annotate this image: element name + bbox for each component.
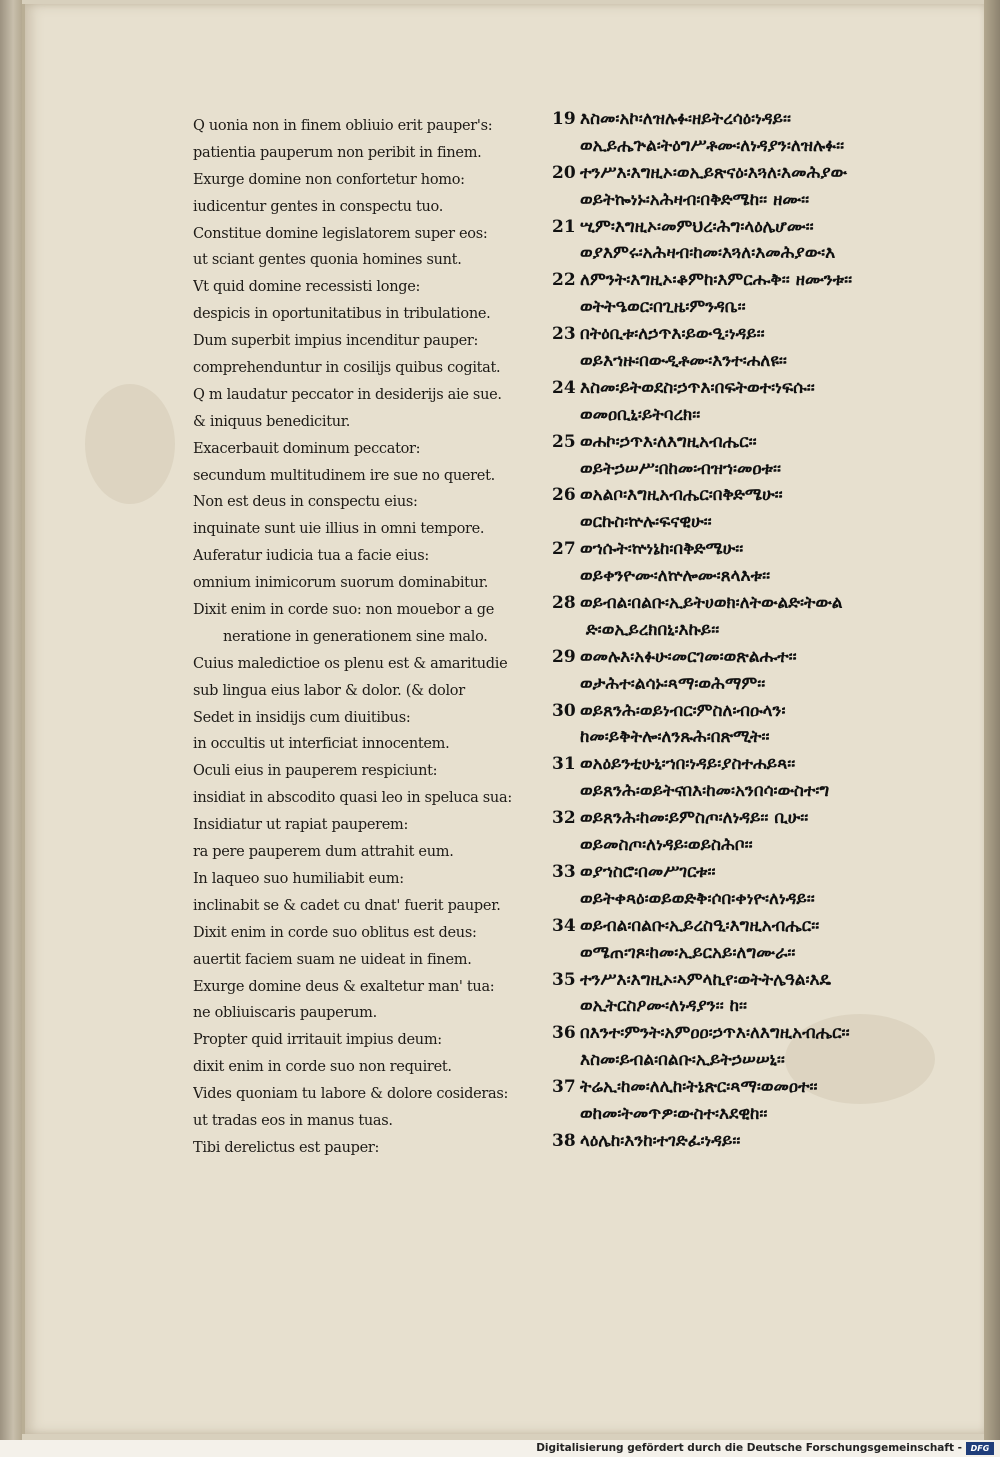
latin-line: insidiat in abscodito quasi leo in speluca sua: bbox=[193, 790, 512, 807]
footer-bar bbox=[0, 1440, 1000, 1457]
book-spine bbox=[0, 0, 22, 1440]
ethiopic-line bbox=[552, 321, 972, 348]
ethiopic-verse-text: እስመ፡ይትወደስ፡ኃጥእ፡በፍትወተ፡ነፍሱ፡፡ bbox=[580, 377, 815, 398]
latin-line: Dixit enim in corde suo oblitus est deus: bbox=[193, 924, 477, 941]
ethiopic-verse-text: ወይትቀጻዕ፡ወይወድቅ፡ሶበ፡ቀነዮ፡ለነዳይ፡፡ bbox=[580, 888, 815, 909]
verse-number: 34 bbox=[552, 915, 576, 936]
ethiopic-verse-text: በእንተ፡ምንት፡አምዐዐ፡ኃጥእ፡ለእግዚአብሔር፡፡ bbox=[580, 1023, 850, 1044]
ethiopic-line bbox=[552, 106, 972, 133]
latin-line: Q uonia non in finem obliuio erit pauper's: bbox=[193, 118, 493, 134]
ethiopic-verse-text: ወይብል፡በልቡ፡ኢይረስዒ፡እግዚአብሔር፡፡ bbox=[580, 915, 820, 936]
latin-line: ut tradas eos in manus tuas. bbox=[193, 1112, 393, 1129]
verse-number: 38 bbox=[552, 1130, 576, 1151]
ethiopic-verse-text: ለምንት፡እግዚኦ፡ቆምከ፡እምርሑቅ፡፡ ዘሙንቱ፡፡ bbox=[580, 270, 853, 291]
funding-credit: Digitalisierung gefördert durch die Deutsche Forschungsgemeinschaft - bbox=[536, 1442, 962, 1454]
dfg-logo: DFG bbox=[966, 1442, 994, 1455]
ethiopic-verse-text: ወትትዔወር፡በጊዜ፡ምንዳቤ፡፡ bbox=[580, 297, 746, 318]
page-stain bbox=[85, 384, 175, 504]
ethiopic-line bbox=[552, 563, 972, 590]
ethiopic-verse-text: ወያኀስሮ፡በመሥገርቱ፡፡ bbox=[580, 861, 716, 882]
ethiopic-line bbox=[552, 778, 972, 805]
latin-line: Dixit enim in corde suo: non mouebor a ge bbox=[193, 602, 495, 619]
latin-line: ne obliuiscaris pauperum. bbox=[193, 1005, 377, 1022]
page-edge bbox=[984, 0, 1000, 1440]
ethiopic-verse-text: ትሬኢ፡ከመ፡ለሊከ፡ትኔጽር፡ጻማ፡ወመዐተ፡፡ bbox=[580, 1077, 818, 1098]
latin-line: Exurge domine deus & exaltetur man' tua: bbox=[193, 978, 495, 995]
ethiopic-verse-text: ወከመ፡ትመጥዎ፡ውስተ፡እደዊከ፡፡ bbox=[580, 1103, 768, 1124]
ethiopic-line bbox=[552, 671, 972, 698]
latin-line: Propter quid irritauit impius deum: bbox=[193, 1032, 442, 1049]
ethiopic-line bbox=[552, 859, 972, 886]
latin-line: patientia pauperum non peribit in finem. bbox=[193, 144, 482, 161]
latin-line: despicis in oportunitatibus in tribulatione. bbox=[193, 306, 491, 323]
ethiopic-line bbox=[552, 509, 972, 536]
ethiopic-line bbox=[552, 913, 972, 940]
latin-line: Exurge domine non confortetur homo: bbox=[193, 171, 465, 188]
verse-number: 33 bbox=[552, 861, 576, 882]
ethiopic-line bbox=[552, 1047, 972, 1074]
ethiopic-verse-text: ወይመስጦ፡ለነዳይ፡ወይስሕቦ፡፡ bbox=[580, 835, 753, 856]
verse-number: 23 bbox=[552, 324, 576, 345]
latin-line: neratione in generationem sine malo. bbox=[223, 628, 488, 645]
ethiopic-line bbox=[552, 724, 972, 751]
latin-line: Constitue domine legislatorem super eos: bbox=[193, 225, 488, 242]
ethiopic-line bbox=[552, 133, 972, 160]
ethiopic-line bbox=[552, 1128, 972, 1155]
latin-line: Insidiatur ut rapiat pauperem: bbox=[193, 817, 409, 834]
latin-line: Q m laudatur peccator in desiderijs aie sue. bbox=[193, 386, 502, 403]
verse-number: 19 bbox=[552, 109, 576, 129]
verse-number: 27 bbox=[552, 539, 576, 560]
ethiopic-verse-text: ወይጸንሕ፡ወይትናበእ፡ከመ፡አንበሳ፡ውስተ፡ግ bbox=[580, 781, 830, 802]
ethiopic-line bbox=[552, 617, 972, 644]
ethiopic-verse-text: ወኢይሔጕል፡ትዕግሥቶሙ፡ለነዳያን፡ለዝሉፉ፡፡ bbox=[580, 135, 845, 156]
latin-line: Tibi derelictus est pauper: bbox=[193, 1139, 380, 1156]
latin-line: Vt quid domine recessisti longe: bbox=[193, 279, 421, 296]
ethiopic-verse-text: ወታሕተ፡ልሳኑ፡ጻማ፡ወሕማም፡፡ bbox=[580, 673, 766, 694]
ethiopic-verse-text: ወይትኃሠሥ፡በከመ፡ብዝኀ፡መዐቱ፡፡ bbox=[580, 458, 781, 479]
latin-text-column bbox=[193, 113, 523, 1162]
ethiopic-line bbox=[552, 832, 972, 859]
verse-number: 28 bbox=[552, 593, 576, 614]
latin-line: Cuius maledictioe os plenu est & amaritudie bbox=[193, 655, 508, 672]
ethiopic-verse-text: ወይእኀዙ፡በውዲቶሙ፡እንተ፡ሐለዩ፡፡ bbox=[580, 351, 787, 372]
ethiopic-verse-text: ወአልቦ፡እግዚአብሔር፡በቅድሜሁ፡፡ bbox=[580, 485, 783, 506]
ethiopic-line bbox=[552, 967, 972, 994]
ethiopic-verse-text: ላዕሌከ፡እንከ፡ተገድፈ፡ነዳይ፡፡ bbox=[580, 1130, 741, 1151]
verse-number: 20 bbox=[552, 162, 576, 183]
latin-line: dixit enim in corde suo non requiret. bbox=[193, 1059, 452, 1076]
ethiopic-line bbox=[552, 214, 972, 241]
verse-number: 26 bbox=[552, 485, 576, 506]
ethiopic-verse-text: ተንሥእ፡እግዚኦ፡ወኢይጽናዕ፡እጓለ፡እመሕያው bbox=[580, 162, 847, 183]
latin-line: Exacerbauit dominum peccator: bbox=[193, 440, 421, 457]
ethiopic-line bbox=[552, 456, 972, 483]
ethiopic-verse-text: ወሐኮ፡ኃጥእ፡ለእግዚአብሔር፡፡ bbox=[580, 431, 757, 452]
verse-number: 35 bbox=[552, 969, 576, 990]
ethiopic-line bbox=[552, 348, 972, 375]
latin-line: auertit faciem suam ne uideat in finem. bbox=[193, 951, 472, 968]
ethiopic-verse-text: ወይትኰነኑ፡አሕዛብ፡በቅድሜከ፡፡ ዘሙ፡፡ bbox=[580, 189, 810, 210]
verse-number: 36 bbox=[552, 1023, 576, 1044]
ethiopic-verse-text: ተንሥእ፡እግዚኦ፡ኣምላኪየ፡ወትትሌዓል፡እዴ bbox=[580, 969, 831, 990]
ethiopic-line bbox=[552, 751, 972, 778]
ethiopic-verse-text: በትዕቢቱ፡ለኃጥእ፡ይውዒ፡ነዳይ፡፡ bbox=[580, 324, 765, 345]
ethiopic-line bbox=[552, 482, 972, 509]
ethiopic-verse-text: ወይቀንዮሙ፡ለኵሎሙ፡ጸላእቱ፡፡ bbox=[580, 566, 771, 587]
ethiopic-verse-text: ከመ፡ይቅትሎ፡ለንጹሕ፡በጽሚት፡፡ bbox=[580, 727, 770, 748]
verse-number: 29 bbox=[552, 646, 576, 667]
ethiopic-line bbox=[552, 590, 972, 617]
latin-line: iudicentur gentes in conspectu tuo. bbox=[193, 198, 444, 215]
ethiopic-verse-text: ወመዐቢኒ፡ይትባረክ፡፡ bbox=[580, 404, 701, 425]
ethiopic-verse-text: ሢም፡እግዚኦ፡መምህረ፡ሕግ፡ላዕሌሆሙ፡፡ bbox=[580, 216, 814, 237]
ethiopic-verse-text: ወኀሱት፡ኵነኔከ፡በቅድሜሁ፡፡ bbox=[580, 539, 744, 560]
ethiopic-verse-text: ድ፡ወኢይረክበኒ፡እኩይ፡፡ bbox=[580, 619, 720, 640]
ethiopic-verse-text: ወአዕይንቲሁኒ፡ኀበ፡ነዳይ፡ያስተሐይጻ፡፡ bbox=[580, 754, 796, 775]
ethiopic-line bbox=[552, 1074, 972, 1101]
latin-line: comprehenduntur in cosilijs quibus cogitat. bbox=[193, 360, 501, 377]
ethiopic-line bbox=[552, 160, 972, 187]
ethiopic-line bbox=[552, 429, 972, 456]
ethiopic-line bbox=[552, 1101, 972, 1128]
latin-line: in occultis ut interficiat innocentem. bbox=[193, 736, 450, 753]
ethiopic-line bbox=[552, 940, 972, 967]
ethiopic-line bbox=[552, 375, 972, 402]
latin-line: Vides quoniam tu labore & dolore cosideras: bbox=[193, 1086, 509, 1103]
ethiopic-line bbox=[552, 536, 972, 563]
ethiopic-line bbox=[552, 267, 972, 294]
ethiopic-verse-text: እስመ፡አኮ፡ለዝሉፉ፡ዘይትረሳዕ፡ነዳይ፡፡ bbox=[580, 109, 792, 129]
ethiopic-line bbox=[552, 187, 972, 214]
ethiopic-verse-text: እስመ፡ይብል፡በልቡ፡ኢይትኃሠሠኒ፡፡ bbox=[580, 1050, 785, 1071]
latin-line: In laqueo suo humiliabit eum: bbox=[193, 870, 404, 887]
ethiopic-verse-text: ወመሉእ፡አፉሁ፡መርገመ፡ወጽልሑተ፡፡ bbox=[580, 646, 797, 667]
verse-number: 31 bbox=[552, 754, 576, 775]
ethiopic-verse-text: ወያእምሩ፡አሕዛብ፡ከመ፡እጓለ፡እመሕያው፡እ bbox=[580, 243, 836, 264]
ethiopic-line bbox=[552, 886, 972, 913]
ethiopic-line bbox=[552, 993, 972, 1020]
verse-number: 25 bbox=[552, 431, 576, 452]
ethiopic-line bbox=[552, 644, 972, 671]
ethiopic-verse-text: ወርኩስ፡ኵሉ፡ፍናዊሁ፡፡ bbox=[580, 512, 712, 533]
latin-line: Auferatur iudicia tua a facie eius: bbox=[193, 548, 429, 565]
latin-line: secundum multitudinem ire sue no queret. bbox=[193, 467, 495, 484]
latin-line: & iniquus benedicitur. bbox=[193, 413, 351, 430]
latin-line: Sedet in insidijs cum diuitibus: bbox=[193, 709, 411, 726]
latin-line: Non est deus in conspectu eius: bbox=[193, 494, 418, 511]
ethiopic-verse-text: ወይጸንሕ፡ወይነብር፡ምስለ፡ብዑላን፡ bbox=[580, 700, 786, 721]
latin-line: Oculi eius in pauperem respiciunt: bbox=[193, 763, 438, 780]
verse-number: 24 bbox=[552, 377, 576, 398]
ethiopic-verse-text: ወሜጠ፡ገጾ፡ከመ፡ኢይርአይ፡ለግሙራ፡፡ bbox=[580, 942, 796, 963]
ethiopic-line bbox=[552, 402, 972, 429]
verse-number: 32 bbox=[552, 808, 576, 829]
verse-number: 21 bbox=[552, 216, 576, 237]
ethiopic-line bbox=[552, 1020, 972, 1047]
verse-number: 22 bbox=[552, 270, 576, 291]
ethiopic-verse-text: ወይጸንሕ፡ከመ፡ይምስጦ፡ለነዳይ፡፡ ቢሁ፡፡ bbox=[580, 808, 809, 829]
latin-line: Dum superbit impius incenditur pauper: bbox=[193, 333, 479, 350]
ethiopic-line bbox=[552, 805, 972, 832]
verse-number: 30 bbox=[552, 700, 576, 721]
ethiopic-line bbox=[552, 294, 972, 321]
latin-line: inclinabit se & cadet cu dnat' fuerit pauper. bbox=[193, 897, 501, 914]
verse-number: 37 bbox=[552, 1077, 576, 1098]
ethiopic-line bbox=[552, 698, 972, 725]
ethiopic-verse-text: ወይብል፡በልቡ፡ኢይትሀወክ፡ለትውልድ፡ትውል bbox=[580, 593, 843, 614]
ethiopic-verse-text: ወኢትርስዖሙ፡ለነዳያን፡፡ ከ፡፡ bbox=[580, 996, 748, 1017]
latin-line: inquinate sunt uie illius in omni tempore. bbox=[193, 521, 485, 538]
ethiopic-line bbox=[552, 240, 972, 267]
latin-line: ut sciant gentes quonia homines sunt. bbox=[193, 252, 462, 269]
ethiopic-text-column bbox=[552, 106, 972, 1155]
latin-line: ra pere pauperem dum attrahit eum. bbox=[193, 844, 454, 861]
latin-line: omnium inimicorum suorum dominabitur. bbox=[193, 575, 489, 592]
latin-line: sub lingua eius labor & dolor. (& dolor bbox=[193, 682, 465, 699]
